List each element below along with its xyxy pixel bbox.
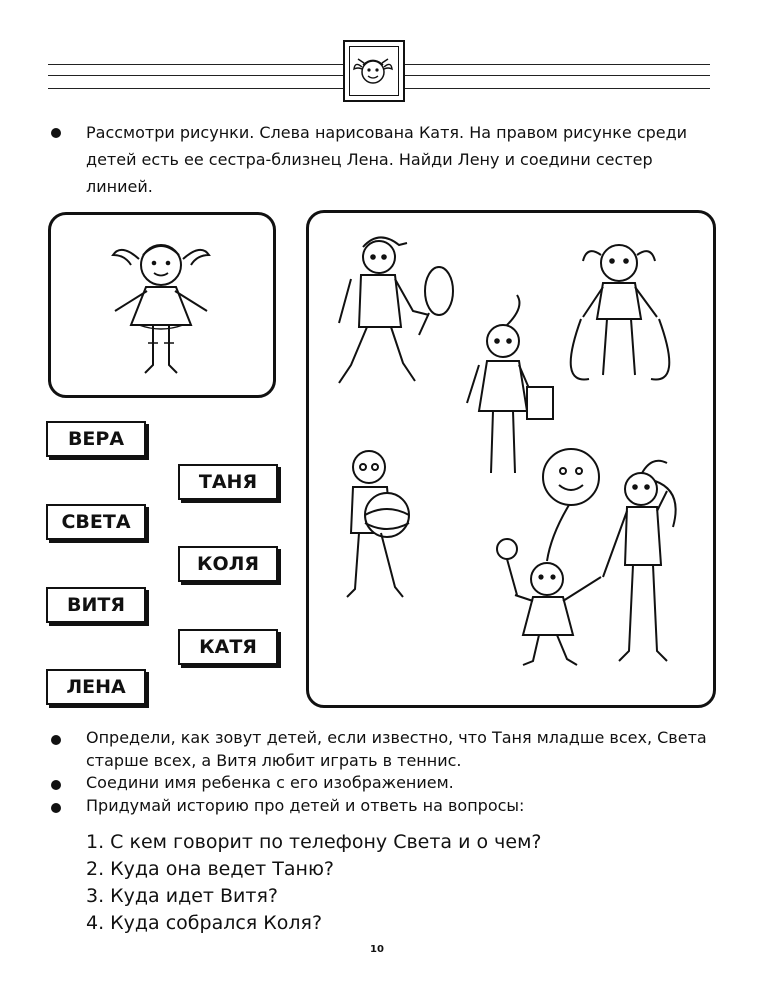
boy-with-ball-icon <box>347 451 409 597</box>
bullet-4 <box>51 803 61 813</box>
task1-line-2: детей есть ее сестра-близнец Лена. Найди Лену и соедини сестер <box>86 150 653 169</box>
task2-line-1: Определи, как зовут детей, если известно, что Таня младше всех, Света <box>86 728 707 747</box>
question-2: 2. Куда она ведет Таню? <box>86 858 335 880</box>
task2-text <box>86 726 726 772</box>
children-picture-frame <box>306 210 716 708</box>
task1-line-3: линией. <box>86 177 153 196</box>
name-box-tanya[interactable]: ТАНЯ <box>178 464 278 500</box>
bullet-1 <box>51 128 61 138</box>
girl-with-books-icon <box>467 295 553 473</box>
question-4: 4. Куда собрался Коля? <box>86 912 323 934</box>
girl-face-logo-icon <box>343 40 405 102</box>
task2-line-2: старше всех, а Витя любит играть в теннис. <box>86 751 462 770</box>
bullet-2 <box>51 735 61 745</box>
page-number: 10 <box>370 944 384 955</box>
task3-text: Соедини имя ребенка с его изображением. <box>86 773 454 792</box>
katya-girl-drawing-icon <box>91 225 231 385</box>
name-box-lena[interactable]: ЛЕНА <box>46 669 146 705</box>
small-girl-with-flower-icon <box>497 539 601 665</box>
question-3: 3. Куда идет Витя? <box>86 885 278 907</box>
girl-skipping-rope-icon <box>571 245 670 380</box>
name-box-vera[interactable]: ВЕРА <box>46 421 146 457</box>
task1-text <box>86 119 726 200</box>
tall-girl-with-phone-icon <box>603 461 676 661</box>
name-box-vitya[interactable]: ВИТЯ <box>46 587 146 623</box>
name-box-sveta[interactable]: СВЕТА <box>46 504 146 540</box>
task4-text: Придумай историю про детей и ответь на вопросы: <box>86 796 525 815</box>
question-1: 1. С кем говорит по телефону Света и о чем? <box>86 831 542 853</box>
name-box-katya[interactable]: КАТЯ <box>178 629 278 665</box>
katya-picture-frame <box>48 212 276 398</box>
name-box-kolya[interactable]: КОЛЯ <box>178 546 278 582</box>
bullet-3 <box>51 780 61 790</box>
balloon-icon <box>543 449 599 561</box>
boy-with-racket-icon <box>339 237 453 383</box>
task1-line-1: Рассмотри рисунки. Слева нарисована Катя. На правом рисунке среди <box>86 123 688 142</box>
